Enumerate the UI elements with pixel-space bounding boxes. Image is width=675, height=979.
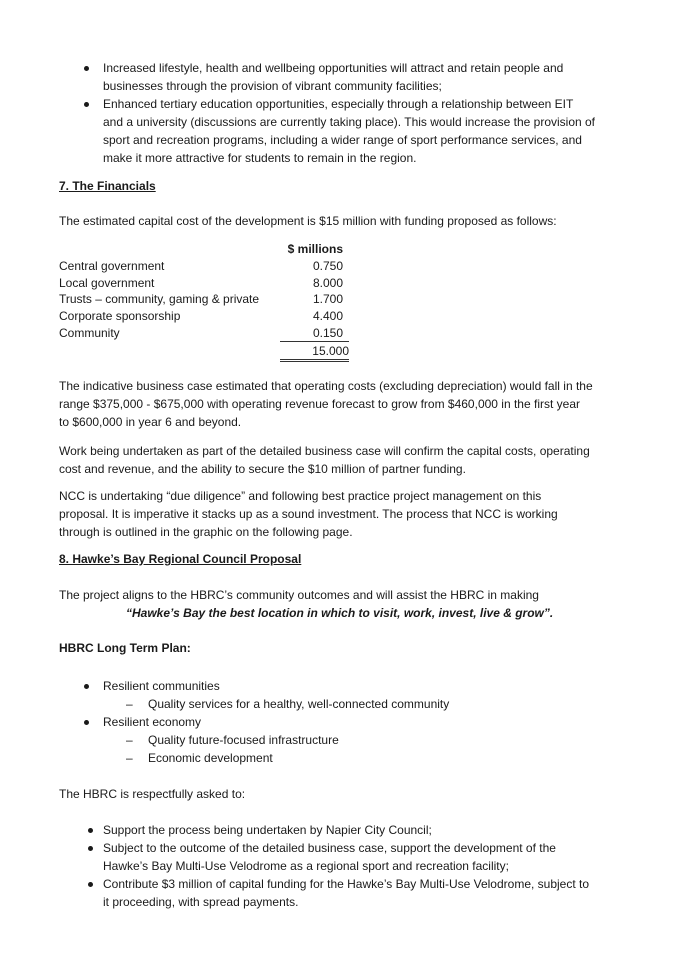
table-row-value: 8.000: [312, 276, 343, 290]
bullet-marker: [88, 846, 93, 851]
bullet-line: sport and recreation programs, including a wider range of sport performance services, and: [103, 133, 582, 147]
request-line: Subject to the outcome of the detailed business case, support the development of the: [103, 841, 556, 855]
section-7-heading: 7. The Financials: [59, 179, 156, 193]
request-item: Support the process being undertaken by Napier City Council;: [103, 823, 432, 837]
paragraph-line: Work being undertaken as part of the detailed business case will confirm the capital costs, operating: [59, 444, 590, 458]
dash-marker: –: [126, 751, 133, 765]
paragraph-line: proposal. It is imperative it stacks up as a sound investment. The process that NCC is working: [59, 507, 558, 521]
paragraph-line: to $600,000 in year 6 and beyond.: [59, 415, 242, 429]
table-row-value: 0.150: [312, 326, 343, 340]
request-line: Hawke’s Bay Multi-Use Velodrome as a regional sport and recreation facility;: [103, 859, 509, 873]
bullet-marker: [84, 66, 89, 71]
section-8-heading: 8. Hawke’s Bay Regional Council Proposal: [59, 552, 302, 566]
operating-costs-paragraph: [59, 377, 616, 431]
financials-intro: The estimated capital cost of the development is $15 million with funding proposed as follows:: [59, 214, 557, 228]
table-row-label: Central government: [59, 259, 165, 273]
bullet-line: Enhanced tertiary education opportunities, especially through a relationship between EIT: [103, 97, 574, 111]
table-row-value: 0.750: [312, 259, 343, 273]
table-row-label: Local government: [59, 276, 155, 290]
bullet-item: [103, 95, 615, 167]
alignment-intro: The project aligns to the HBRC’s community outcomes and will assist the HBRC in making: [59, 588, 539, 602]
request-item: [103, 875, 623, 911]
table-row-label: Community: [59, 326, 120, 340]
ltp-subitem: Quality services for a healthy, well-connected community: [148, 697, 450, 711]
paragraph-line: The indicative business case estimated that operating costs (excluding depreciation) would fall in the: [59, 379, 593, 393]
dash-marker: –: [126, 733, 133, 747]
table-row-label: Trusts – community, gaming & private: [59, 292, 260, 306]
request-line: it proceeding, with spread payments.: [103, 895, 299, 909]
vision-quote: “Hawke’s Bay the best location in which to visit, work, invest, live & grow”.: [126, 606, 554, 620]
paragraph-line: NCC is undertaking “due diligence” and following best practice project management on this: [59, 489, 542, 503]
bullet-marker: [88, 882, 93, 887]
paragraph-line: cost and revenue, and the ability to secure the $10 million of partner funding.: [59, 462, 466, 476]
table-row-value: 4.400: [312, 309, 343, 323]
bullet-marker: [84, 720, 89, 725]
bullet-line: make it more attractive for students to remain in the region.: [103, 151, 417, 165]
paragraph-line: through is outlined in the graphic on the following page.: [59, 525, 353, 539]
ltp-heading: HBRC Long Term Plan:: [59, 641, 191, 655]
request-line: Contribute $3 million of capital funding for the Hawke’s Bay Multi-Use Velodrome, subject to: [103, 877, 590, 891]
paragraph-line: range $375,000 - $675,000 with operating revenue forecast to grow from $460,000 in the first year: [59, 397, 580, 411]
bullet-marker: [84, 102, 89, 107]
table-row-value: 1.700: [312, 292, 343, 306]
business-case-paragraph: [59, 442, 616, 478]
bullet-item: [103, 59, 615, 95]
bullet-line: businesses through the provision of vibrant community facilities;: [103, 79, 442, 93]
ltp-item: Resilient economy: [103, 715, 202, 729]
table-row-label: Corporate sponsorship: [59, 309, 181, 323]
ltp-item: Resilient communities: [103, 679, 220, 693]
table-total-value: 15.000: [312, 344, 349, 358]
ltp-subitem: Economic development: [148, 751, 273, 765]
table-total-cell: [280, 341, 349, 362]
bullet-line: and a university (discussions are currently taking place). This would increase the provision of: [103, 115, 596, 129]
due-diligence-paragraph: [59, 487, 616, 541]
dash-marker: –: [126, 697, 133, 711]
ltp-subitem: Quality future-focused infrastructure: [148, 733, 339, 747]
bullet-marker: [84, 684, 89, 689]
bullet-line: Increased lifestyle, health and wellbeing opportunities will attract and retain people and: [103, 61, 564, 75]
request-intro: The HBRC is respectfully asked to:: [59, 787, 246, 801]
bullet-marker: [88, 828, 93, 833]
table-header-millions: $ millions: [287, 242, 343, 256]
request-item: [103, 839, 623, 875]
